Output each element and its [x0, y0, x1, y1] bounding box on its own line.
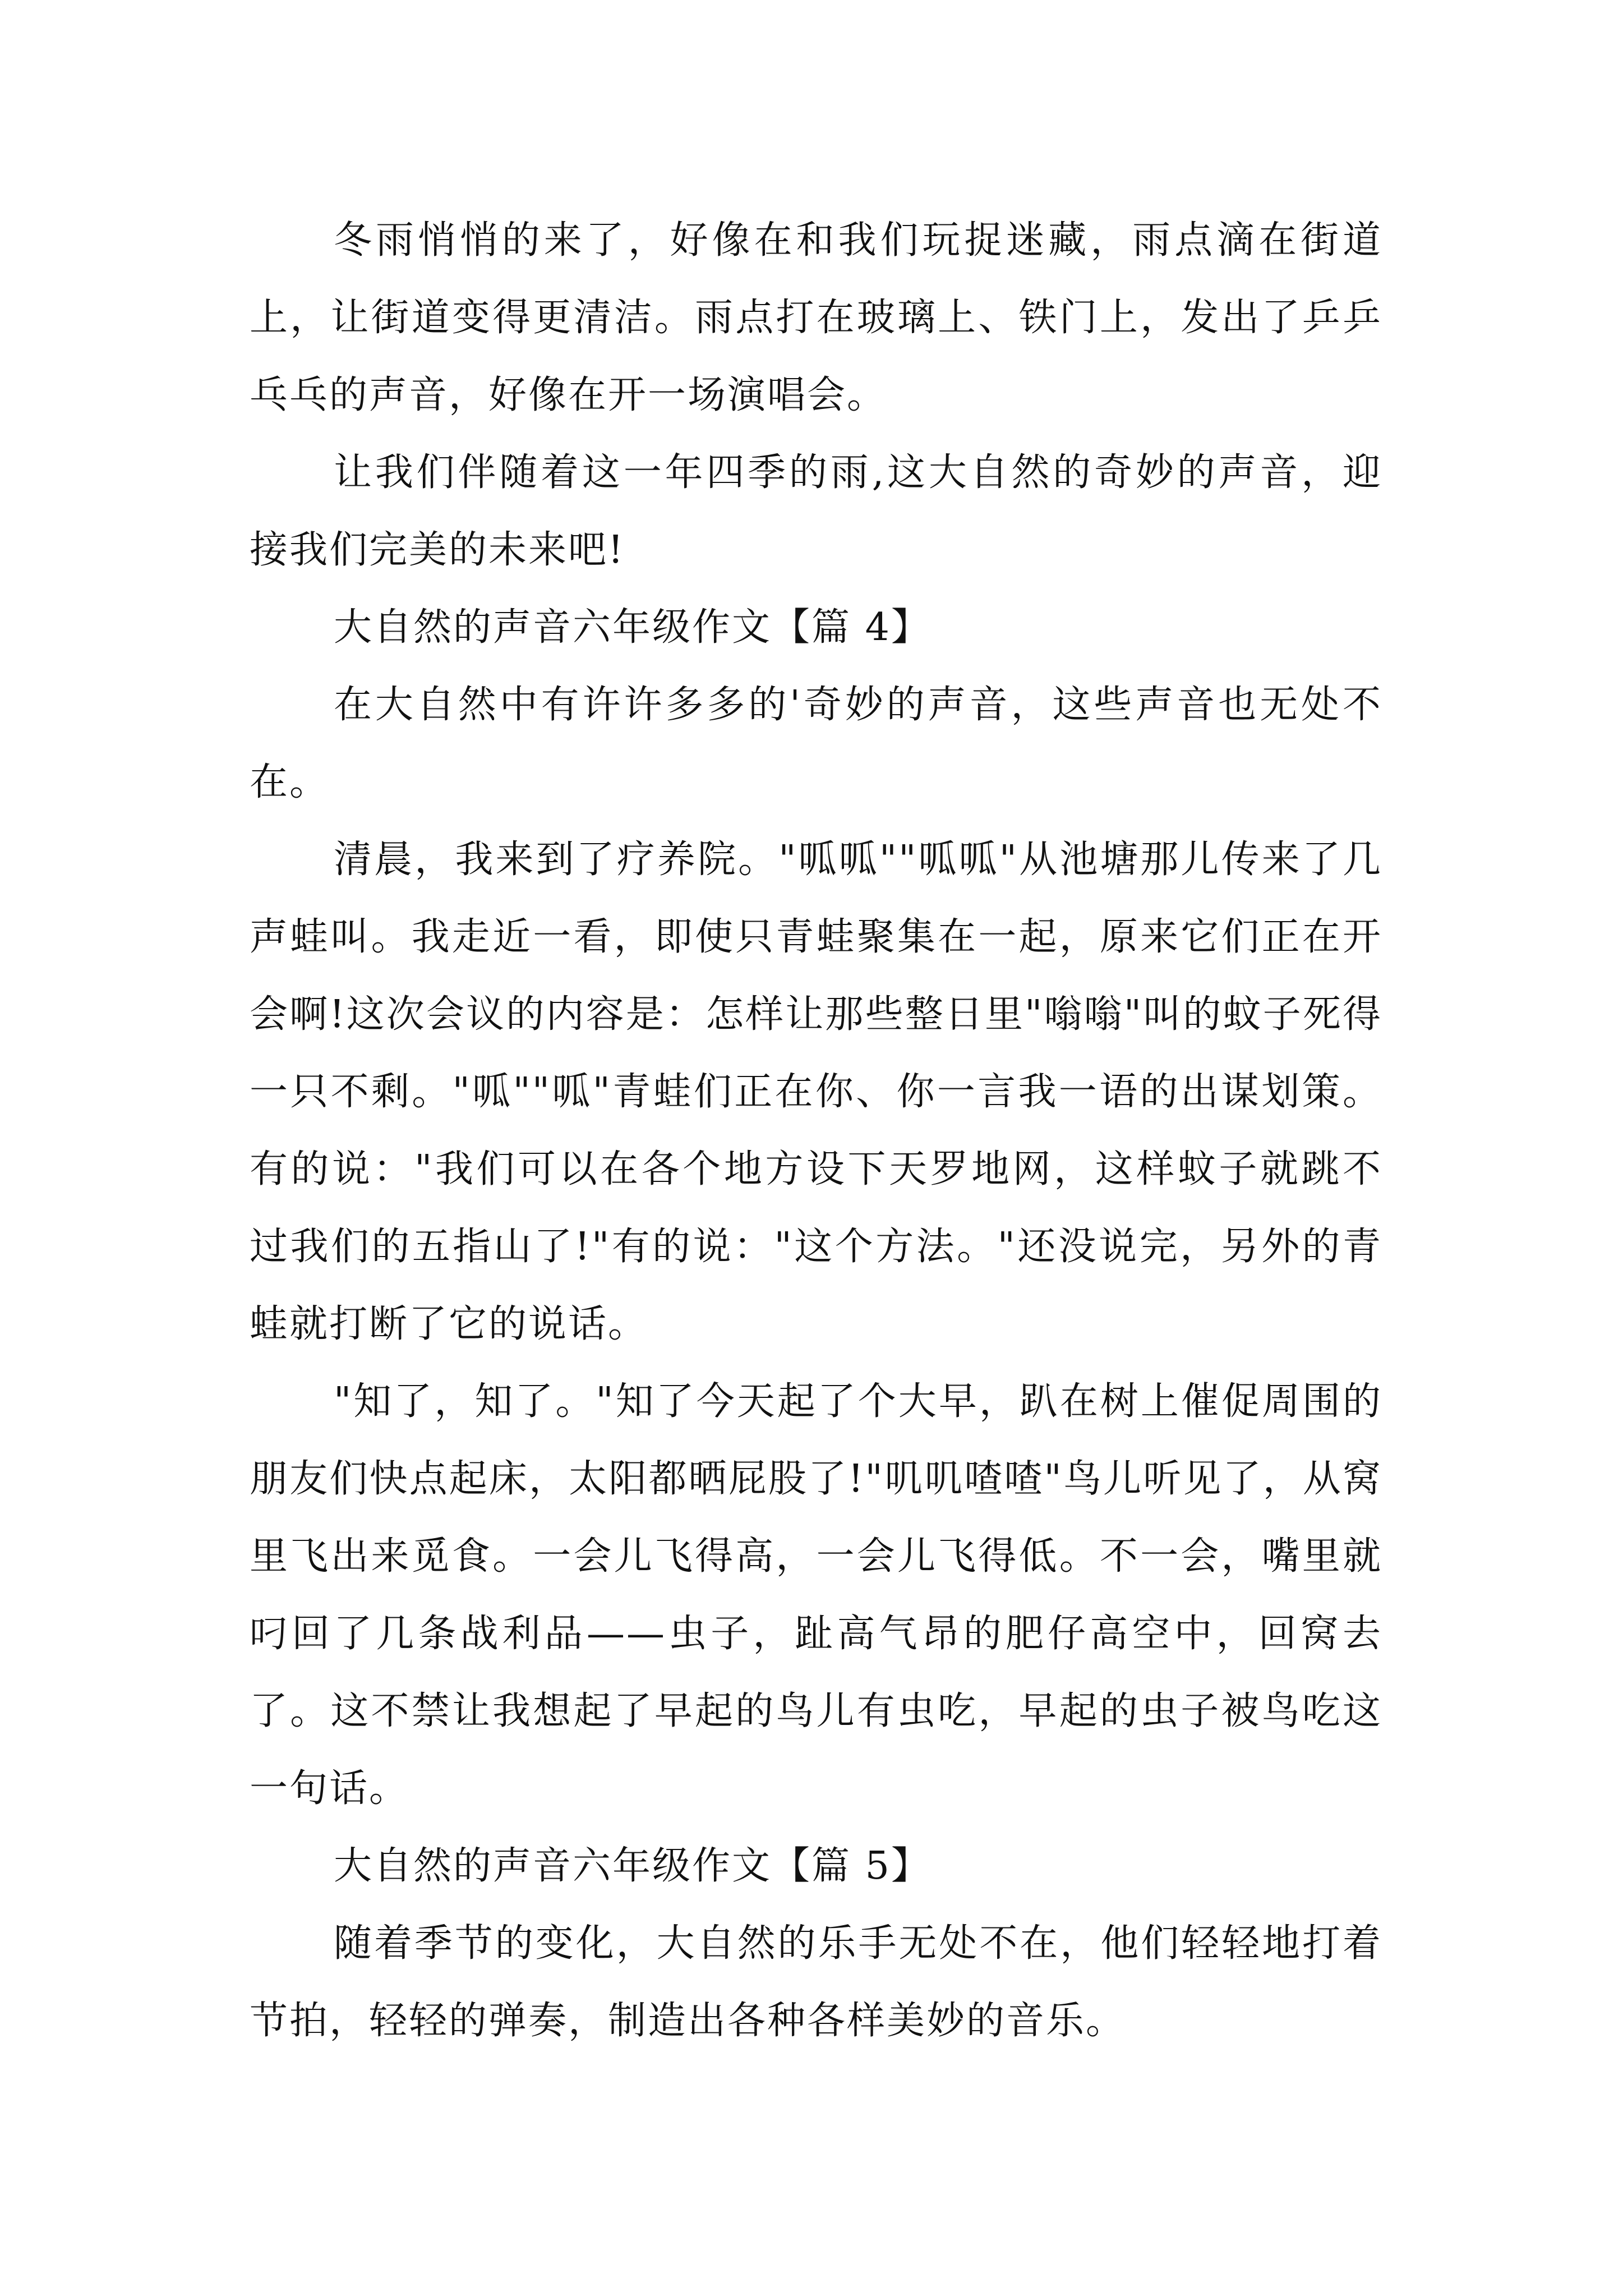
paragraph-winter-rain: 冬雨悄悄的来了，好像在和我们玩捉迷藏，雨点滴在街道上，让街道变得更清洁。雨点打在玻璃上、铁门上，发出了乒乒乓乓的声音，好像在开一场演唱会。	[250, 218, 1382, 417]
paragraph-cicadas-birds: "知了，知了。"知了今天起了个大早，趴在树上催促周围的朋友们快点起床，太阳都晒屁股了!"叽叽喳喳"鸟儿听见了，从窝里飞出来觅食。一会儿飞得高，一会儿飞得低。不一会，嘴里就叼回了几条战利品——虫子，趾高气昂的肥仔高空中，回窝去了。这不禁让我想起了早起的鸟儿有虫吃，早起的虫子被鸟吃这一句话。	[250, 1379, 1382, 1811]
document-body	[250, 202, 1382, 2060]
paragraph-intro: 在大自然中有许许多多的'奇妙的声音，这些声音也无处不在。	[250, 683, 1382, 804]
paragraph-closing: 让我们伴随着这一年四季的雨,这大自然的奇妙的声音，迎接我们完美的未来吧!	[250, 450, 1382, 572]
section-heading-5: 大自然的声音六年级作文【篇 5】	[334, 1844, 931, 1888]
paragraph-frogs: 清晨，我来到了疗养院。"呱呱""呱呱"从池塘那儿传来了几声蛙叫。我走近一看，即使只青蛙聚集在一起，原来它们正在开会啊!这次会议的内容是：怎样让那些整日里"嗡嗡"叫的蚊子死得一只不剩。"呱""呱"青蛙们正在你、你一言我一语的出谋划策。有的说："我们可以在各个地方设下天罗地网，这样蚊子就跳不过我们的五指山了!"有的说："这个方法。"还没说完，另外的青蛙就打断了它的说话。	[250, 838, 1382, 1346]
paragraph-seasons: 随着季节的变化，大自然的乐手无处不在，他们轻轻地打着节拍，轻轻的弹奏，制造出各种各样美妙的音乐。	[250, 1921, 1382, 2043]
section-heading-4: 大自然的声音六年级作文【篇 4】	[334, 605, 931, 650]
